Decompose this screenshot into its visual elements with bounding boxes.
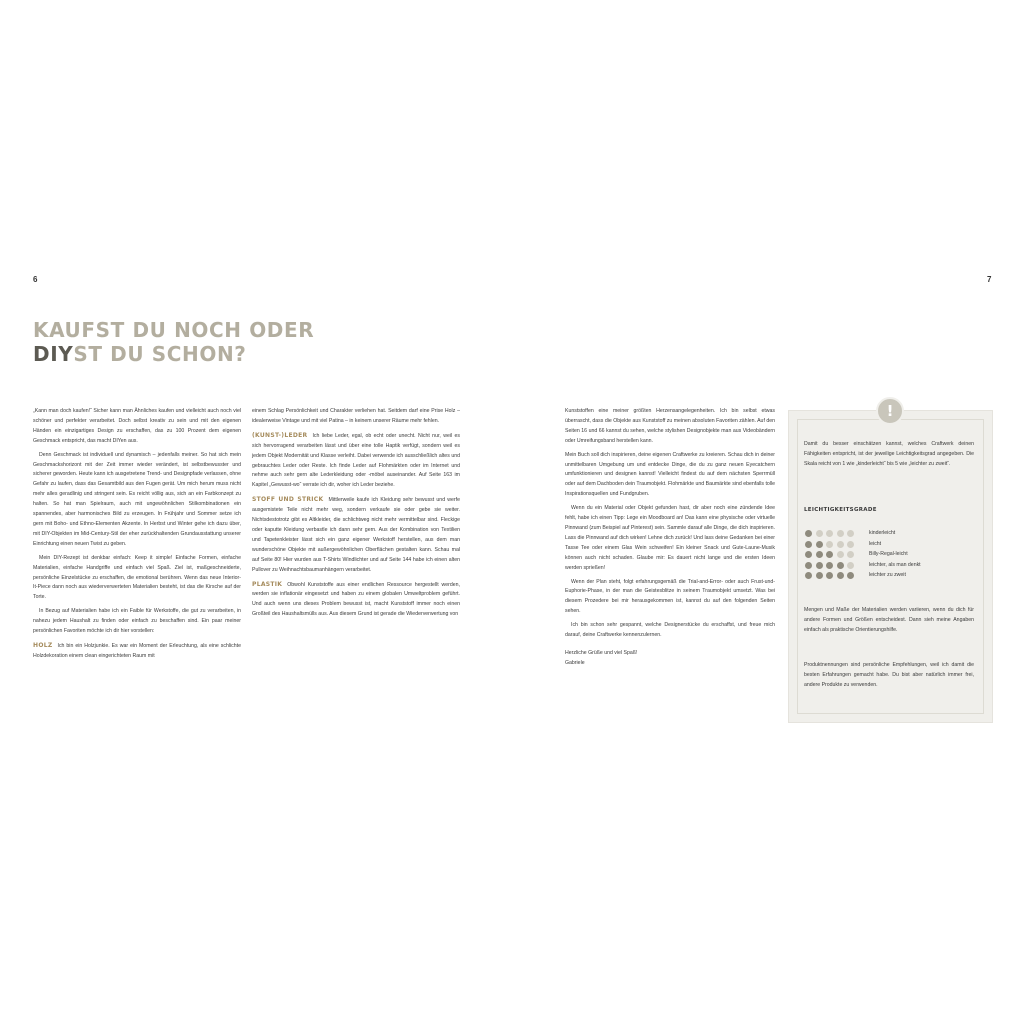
section-plastik [252,580,460,621]
dot-filled-icon [837,562,844,569]
greeting: Herzliche Grüße und viel Spaß! [565,649,638,656]
paragraph: Wenn du ein Material oder Objekt gefunden hast, dir aber noch eine zündende Idee fehlt, habe ich einen Tipp: Lege ein Moodboard an! Das kann eine physische oder virtuelle Pinnwand (zum Beispiel auf Pinterest) sein. Sammle darauf alle Dinge, die dich inspirieren. Lass die Pinnwand auf dich wirken! Lehne dich zurück! Und lass deine Gedanken bei einer Tasse Tee oder einem Glas Wein schweifen! Ein kleiner Snack und Gute-Laune-Musik können auch nicht schaden. Glaube mir: Es dauert nicht lange und die ersten Ideen werden sprießen! [565,505,775,571]
dot-empty-icon [826,541,833,548]
dot-empty-icon [837,530,844,537]
difficulty-label: leichter zu zweit [869,572,906,578]
title-line-2 [33,342,314,366]
section-text-leder: Ich liebe Leder, egal, ob echt oder unecht. Nicht nur, weil es sich hervorragend verarbeiten lässt und über eine tolle Haptik verfügt, sondern weil es jedem Objekt Modernität und Klasse verleiht. Dabei verwende ich ausschließlich altes und gebrauchtes Leder oder Reste. Ich finde Leder auf Flohmärkten oder im Internet und nehme auch sehr gern alte Lederkleidung oder -möbel auseinander. Auf Seite 163 im Kapitel „Gewusst-wo“ verrate ich dir, woher ich Leder beziehe. [252,432,460,489]
dot-filled-icon [805,572,812,579]
dot-filled-icon [826,562,833,569]
paragraph: einem Schlag Persönlichkeit und Charakter verliehen hat. Seitdem darf eine Prise Holz – idealerweise Vintage und mit viel Patina – in keinem unserer Räume mehr fehlen. [252,408,460,424]
paragraph: Denn Geschmack ist individuell und dynamisch – jedenfalls meiner. So hat sich mein Geschmackshorizont mit der Zeit immer wieder verändert, ist selbstbewusster und sicherer geworden. Heute kann ich ausgetretene Trend- und Designpfade verlassen, ohne Gefahr zu laufen, dass das Gesamtbild aus den Fugen gerät. Um mich herum muss nicht mehr alles geradlinig und stringent sein. Es reicht völlig aus, sich an ein Farbkonzept zu halten. So hat man Spielraum, auch mit ungewöhnlichen Stilkombinationen ein spannendes, aber harmonisches Bild zu erzeugen. In Frühjahr und Sommer setze ich gern mit Boho- und Ethno-Elementen Akzente. In Herbst und Winter gehe ich dazu über, mit DIY-Objekten im Mid-Century-Stil der eher zurückhaltenden Grundausstattung unserer Einrichtung einen neuen Twist zu geben. [33,451,241,547]
dot-empty-icon [816,530,823,537]
section-text-stoff: Mittlerweile kaufe ich Kleidung sehr bewusst und werfe ausgemistete Teile nicht mehr weg, sondern verkaufe sie oder gebe sie weiter. Nichtsdestotrotz gibt es Altkleider, die schlichtweg nicht mehr vermittelbar sind. Fleckige oder kaputte Kleidung verbastle ich dann sehr gern. Aus der Kombination von Textilien und Tapetenkleister lässt sich ein ganz eigener Werkstoff herstellen, aus dem man wunderschöne Objekte mit außergewöhnlichen Oberflächen gestalten kann. Schau mal auf Seite 80! Hier wurden aus T-Shirts Windlichter und auf Seite 144 habe ich einen alten Pullover zu Weihnachtsbaumanhängern verarbeitet. [252,497,460,573]
section-holz [33,641,241,662]
page-number-left: 6 [33,275,38,284]
dot-filled-icon [816,541,823,548]
section-stoff [252,495,460,575]
dot-filled-icon [816,551,823,558]
paragraph: Mein Buch soll dich inspirieren, deine eigenen Craftwerke zu kreieren. Schau dich in deiner unmittelbaren Umgebung um und entdecke Dinge, die du zu ganz neuen Eyecatchern umfunktionieren und designen kannst! Vielleicht findest du auf dem nächsten Sperrmüll oder auf dem Dachboden dein Traumobjekt. Flohmärkte und Baumärkte sind ebenfalls tolle Inspirationsquellen und Fundgruben. [565,451,775,498]
signature: Gabriele [565,659,585,666]
dot-empty-icon [837,541,844,548]
section-heading-stoff: STOFF UND STRICK [252,496,324,504]
difficulty-level [805,529,975,539]
section-heading-holz: HOLZ [33,641,53,649]
dot-filled-icon [816,572,823,579]
section-heading-plastik: PLASTIK [252,580,283,588]
section-leder [252,431,460,491]
paragraph: Wenn der Plan steht, folgt erfahrungsgemäß die Trial-and-Error- oder auch Frust-und-Euphorie-Phase, in der man die Geistesblitze in seinem Traumobjekt umsetzt. Was bei diesem Prozedere bei mir herausgekommen ist, kannst du auf den folgenden Seiten sehen. [565,578,775,615]
dot-filled-icon [816,562,823,569]
dot-empty-icon [847,541,854,548]
difficulty-label: Billy-Regal-leicht [869,551,908,557]
title-diy: DIY [33,342,74,366]
dot-empty-icon [826,530,833,537]
title-line-2-rest: ST DU SCHON? [73,342,247,366]
dot-empty-icon [847,551,854,558]
title-line-1: KAUFST DU NOCH ODER [33,318,315,342]
page-number-right: 7 [987,275,992,284]
paragraph: Ich bin schon sehr gespannt, welche Designerstücke du erschaffst, und freue mich darauf, deine Craftwerke kennenzulernen. [565,622,775,639]
dot-empty-icon [847,530,854,537]
text-column-2 [252,407,460,624]
paragraph: Kunststoffen eine meiner größten Herzensangelegenheiten. Ich bin selbst etwas überrascht, dass die Objekte aus Kunststoff zu meinen absoluten Favoriten zählen. Auf den Seiten 16 und 66 kannst du sehen, welche stylishen Designobjekte man aus Videobändern oder Umreifungsband herstellen kann. [565,408,775,444]
difficulty-level [805,561,975,571]
difficulty-label: leicht [869,540,882,547]
difficulty-heading: LEICHTIGKEITSGRADE [804,507,877,513]
difficulty-label: kinderleicht [869,530,896,536]
dot-filled-icon [826,572,833,579]
dot-filled-icon [805,541,812,548]
page-title [33,318,314,366]
paragraph: In Bezug auf Materialien habe ich ein Faible für Werkstoffe, die gut zu verarbeiten, in nahezu jedem Haushalt zu finden oder einfach zu beschaffen sind. Ein paar meiner persönlichen Favoriten möchte ich dir hier vorstellen: [33,608,241,635]
info-paragraph: Produktnennungen sind persönliche Empfehlungen, weil ich damit die besten Erfahrungen gemacht habe. Du bist aber natürlich immer frei, andere Produkte zu verwenden. [804,662,974,688]
paragraph: „Kann man doch kaufen!“ Sicher kann man Ähnliches kaufen und vielleicht auch noch viel schöner und perfekter verarbeitet. Doch selbst kreativ zu sein und mit den eigenen Händen ein einzigartiges Design zu erschaffen, das zu 100 Prozent dem eigenen Geschmack entspricht, das macht DIYen aus. [33,408,241,444]
section-text-holz: Ich bin ein Holzjunkie. Es war ein Moment der Erleuchtung, als eine schlichte Holzdekoration einem clean eingerichteten Raum mit [33,642,241,659]
exclamation-icon: ! [876,397,904,425]
info-paragraph: Mengen und Maße der Materialien werden variieren, wenn du dich für andere Formen und Größen entscheidest. Dann sieh meine Angaben einfach als praktische Orientierungshilfe. [804,607,974,633]
difficulty-level [805,540,975,550]
dot-empty-icon [847,562,854,569]
info-intro: Damit du besser einschätzen kannst, welches Craftwerk deinen Fähigkeiten entspricht, ist der jeweilige Leichtigkeitsgrad angegeben. Die Skala reicht von 1 wie „kinderleicht“ bis 5 wie „leichter zu zweit“. [804,441,974,467]
section-heading-leder: (KUNST-)LEDER [252,431,308,439]
paragraph: Mein DIY-Rezept ist denkbar einfach: Keep it simple! Einfache Formen, einfache Materialien, einfache Handgriffe und einfach viel Spaß. Ziel ist, maßgeschneiderte, persönliche Einzelstücke zu erschaffen, die emotional berühren. Wenn das neue Interior-It-Piece dann noch aus wiederverwerteten Materialien besteht, ist das die Kirsche auf der Torte. [33,554,241,601]
difficulty-level [805,550,975,560]
dot-filled-icon [805,562,812,569]
dot-filled-icon [826,551,833,558]
section-text-plastik: Obwohl Kunststoffe aus einer endlichen Ressource hergestellt werden, werden sie inflationär eingesetzt und haben zu einem globalen Umweltproblem geführt. Und auch wenn uns dieses Problem bewusst ist, macht Kunststoff immer noch einen Großteil des Haushaltsmülls aus. Aus diesem Grund ist gerade die Wiederverwertung von [252,581,460,618]
text-column-3 [565,407,775,673]
dot-filled-icon [805,530,812,537]
dot-filled-icon [805,551,812,558]
difficulty-label: leichter, als man denkt [869,561,921,568]
text-column-1 [33,407,241,666]
dot-empty-icon [837,551,844,558]
dot-filled-icon [847,572,854,579]
dot-filled-icon [837,572,844,579]
difficulty-level [805,571,975,581]
